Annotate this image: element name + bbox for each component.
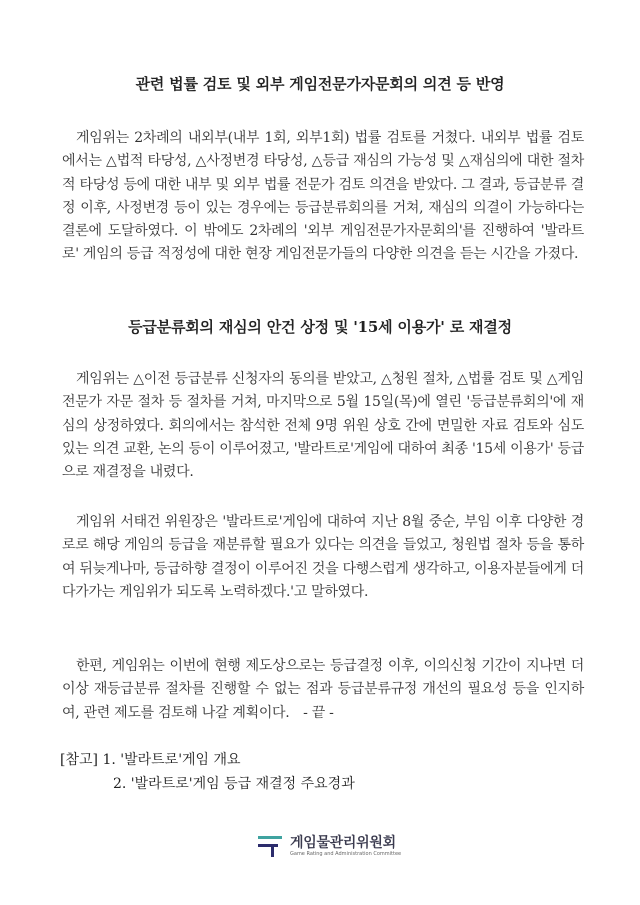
reference-item-1: 1. '발라트로'게임 개요 [102, 752, 241, 768]
reference-label: [참고] [60, 752, 98, 768]
logo-name: 게임물관리위원회 [290, 834, 396, 851]
reference-list [60, 748, 355, 796]
reference-item-2: 2. '발라트로'게임 등급 재결정 주요경과 [113, 776, 355, 792]
section-heading-review: 관련 법률 검토 및 외부 게임전문가자문회의 의견 등 반영 [135, 75, 505, 93]
paragraph-rating-meeting: 게임위는 △이전 등급분류 신청자의 동의를 받았고, △청원 절차, △법률 검토 및 △게임전문가 자문 절차 등 절차를 거쳐, 마지막으로 5월 15일(목)에 열린 '등급분류회의'에 재심의 상정하였다. 회의에서는 참석한 전체 9명 위원 상호 간에 면밀한 자료 검토와 심도 있는 의견 교환, 논의 등이 이루어졌고, '발라트로'게임에 대하여 최종 '15세 이용가' 등급으로 재결정을 내렸다. [62, 371, 584, 481]
section-heading-reconsideration: 등급분류회의 재심의 안건 상정 및 '15세 이용가' 로 재결정 [128, 318, 512, 336]
paragraph-chairman-statement: 게임위 서태건 위원장은 '발라트로'게임에 대하여 지난 8월 중순, 부임 이후 다양한 경로로 해당 게임의 등급을 재분류할 필요가 있다는 의견을 들었고, 청원법 절차 등을 통하여 뒤늦게나마, 등급하향 결정이 이루어진 것을 다행스럽게 생각하고, 이용자분들에게 더 다가가는 게임위가 되도록 노력하겠다.'고 말하였다. [62, 514, 584, 600]
paragraph-system-improvement: 한편, 게임위는 이번에 현행 제도상으로는 등급결정 이후, 이의신청 기간이 지나면 더 이상 재등급분류 절차를 진행할 수 없는 점과 등급분류규정 개선의 필요성 등을 인지하여, 관련 제도를 검토해 나갈 계획이다. - 끝 - [62, 658, 584, 721]
logo-mark-icon [258, 833, 284, 859]
organization-logo [258, 833, 401, 859]
paragraph-legal-review: 게임위는 2차례의 내외부(내부 1회, 외부1회) 법률 검토를 거쳤다. 내외부 법률 검토에서는 △법적 타당성, △사정변경 타당성, △등급 재심의 가능성 및 △재심의에 대한 절차적 타당성 등에 대한 내부 및 외부 법률 전문가 검토 의견을 받았다. 그 결과, 등급분류 결정 이후, 사정변경 등이 있는 경우에는 등급분류회의를 거쳐, 재심의 의결이 가능하다는 결론에 도달하였다. 이 밖에도 2차례의 '외부 게임전문가자문회의'를 진행하여 '발라트로' 게임의 등급 적정성에 대한 현장 게임전문가들의 다양한 의견을 듣는 시간을 가졌다. [62, 130, 584, 263]
logo-subtitle: Game Rating and Administration Committee [290, 850, 402, 857]
reference-item [60, 748, 355, 772]
